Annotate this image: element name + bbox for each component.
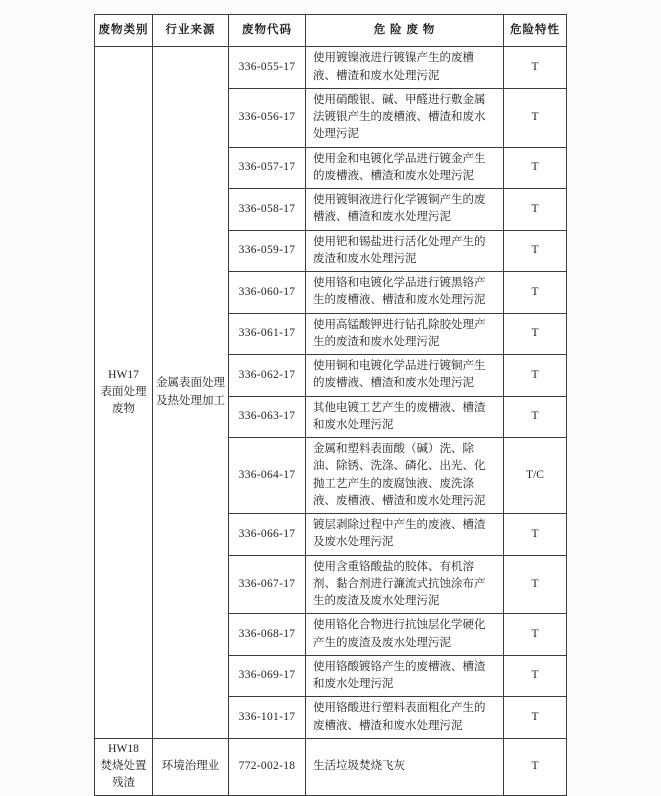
waste-code-cell: 336-067-17 [229, 555, 306, 614]
hazardous-waste-desc-cell: 镀层剥除过程中产生的废液、槽渣及废水处理污泥 [306, 514, 504, 556]
table-row [95, 47, 567, 89]
hazard-property-cell: T [504, 355, 567, 397]
waste-category-cell [95, 738, 153, 795]
hazard-property-cell: T [504, 47, 567, 89]
header-waste-category: 废物类别 [95, 15, 153, 47]
hazard-property-cell: T [504, 230, 567, 272]
waste-code-cell: 336-066-17 [229, 514, 306, 556]
hazardous-waste-desc-cell: 使用硝酸银、碱、甲醛进行敷金属法镀银产生的废槽液、槽渣和废水处理污泥 [306, 88, 504, 147]
waste-code-cell: 336-058-17 [229, 189, 306, 231]
waste-code-cell: 336-062-17 [229, 355, 306, 397]
header-industry-source: 行业来源 [153, 15, 229, 47]
waste-code-cell: 336-056-17 [229, 88, 306, 147]
category-name: 表面处理废物 [100, 385, 147, 416]
waste-code-cell: 336-068-17 [229, 614, 306, 656]
hazardous-waste-desc-cell: 使用高锰酸钾进行钻孔除胶处理产生的废渣和废水处理污泥 [306, 313, 504, 355]
hazardous-waste-desc-cell: 金属和塑料表面酸（碱）洗、除油、除锈、洗涤、磷化、出光、化抛工艺产生的废腐蚀液、废洗涤液、废槽液、槽渣和废水处理污泥 [306, 438, 504, 514]
hazardous-waste-desc-cell: 使用钯和锡盐进行活化处理产生的废渣和废水处理污泥 [306, 230, 504, 272]
waste-code-cell: 336-101-17 [229, 697, 306, 739]
hazard-property-cell: T [504, 655, 567, 697]
header-waste-code: 废物代码 [229, 15, 306, 47]
waste-category-cell [95, 47, 153, 739]
category-code: HW17 [108, 368, 139, 381]
hazard-property-cell: T [504, 738, 567, 795]
hazard-property-cell: T [504, 555, 567, 614]
waste-code-cell: 336-057-17 [229, 147, 306, 189]
hazardous-waste-desc-cell: 使用金和电镀化学品进行镀金产生的废槽液、槽渣和废水处理污泥 [306, 147, 504, 189]
table-body [95, 47, 567, 795]
hazard-property-cell: T [504, 147, 567, 189]
hazardous-waste-desc-cell: 使用铬化合物进行抗蚀层化学硬化产生的废渣及废水处理污泥 [306, 614, 504, 656]
table-row [95, 738, 567, 795]
table-header-row [95, 15, 567, 47]
category-code: HW18 [108, 742, 139, 755]
hazardous-waste-desc-cell: 生活垃圾焚烧飞灰 [306, 738, 504, 795]
waste-code-cell: 336-060-17 [229, 272, 306, 314]
category-name: 焚烧处置残渣 [100, 760, 147, 790]
hazard-property-cell: T/C [504, 438, 567, 514]
hazard-property-cell: T [504, 189, 567, 231]
industry-source-cell: 金属表面处理及热处理加工 [153, 47, 229, 739]
waste-code-cell: 336-064-17 [229, 438, 306, 514]
hazard-property-cell: T [504, 614, 567, 656]
hazardous-waste-desc-cell: 使用镀镍液进行镀镍产生的废槽液、槽渣和废水处理污泥 [306, 47, 504, 89]
waste-code-cell: 336-059-17 [229, 230, 306, 272]
hazard-property-cell: T [504, 88, 567, 147]
industry-source-cell: 环境治理业 [153, 738, 229, 795]
hazardous-waste-desc-cell: 使用铬酸进行塑料表面粗化产生的废槽液、槽渣和废水处理污泥 [306, 697, 504, 739]
hazardous-waste-desc-cell: 使用铬和电镀化学品进行镀黑铬产生的废槽液、槽渣和废水处理污泥 [306, 272, 504, 314]
waste-code-cell: 336-063-17 [229, 396, 306, 438]
hazard-property-cell: T [504, 697, 567, 739]
hazardous-waste-desc-cell: 使用含重铬酸盐的胶体、有机溶剂、黏合剂进行濂流式抗蚀涂布产生的废渣及废水处理污泥 [306, 555, 504, 614]
hazardous-waste-desc-cell: 使用镀铜液进行化学镀铜产生的废槽液、槽渣和废水处理污泥 [306, 189, 504, 231]
header-hazard-property: 危险特性 [504, 15, 567, 47]
waste-code-cell: 772-002-18 [229, 738, 306, 795]
header-hazardous-waste: 危 险 废 物 [306, 15, 504, 47]
waste-code-cell: 336-069-17 [229, 655, 306, 697]
hazard-property-cell: T [504, 313, 567, 355]
hazardous-waste-desc-cell: 其他电镀工艺产生的废槽液、槽渣和废水处理污泥 [306, 396, 504, 438]
hazardous-waste-desc-cell: 使用铜和电镀化学品进行镀铜产生的废槽液、槽渣和废水处理污泥 [306, 355, 504, 397]
hazard-property-cell: T [504, 396, 567, 438]
hazard-property-cell: T [504, 272, 567, 314]
hazard-property-cell: T [504, 514, 567, 556]
hazardous-waste-table [94, 14, 567, 796]
hazardous-waste-desc-cell: 使用铬酸镀铬产生的废槽液、槽渣和废水处理污泥 [306, 655, 504, 697]
waste-code-cell: 336-061-17 [229, 313, 306, 355]
waste-code-cell: 336-055-17 [229, 47, 306, 89]
